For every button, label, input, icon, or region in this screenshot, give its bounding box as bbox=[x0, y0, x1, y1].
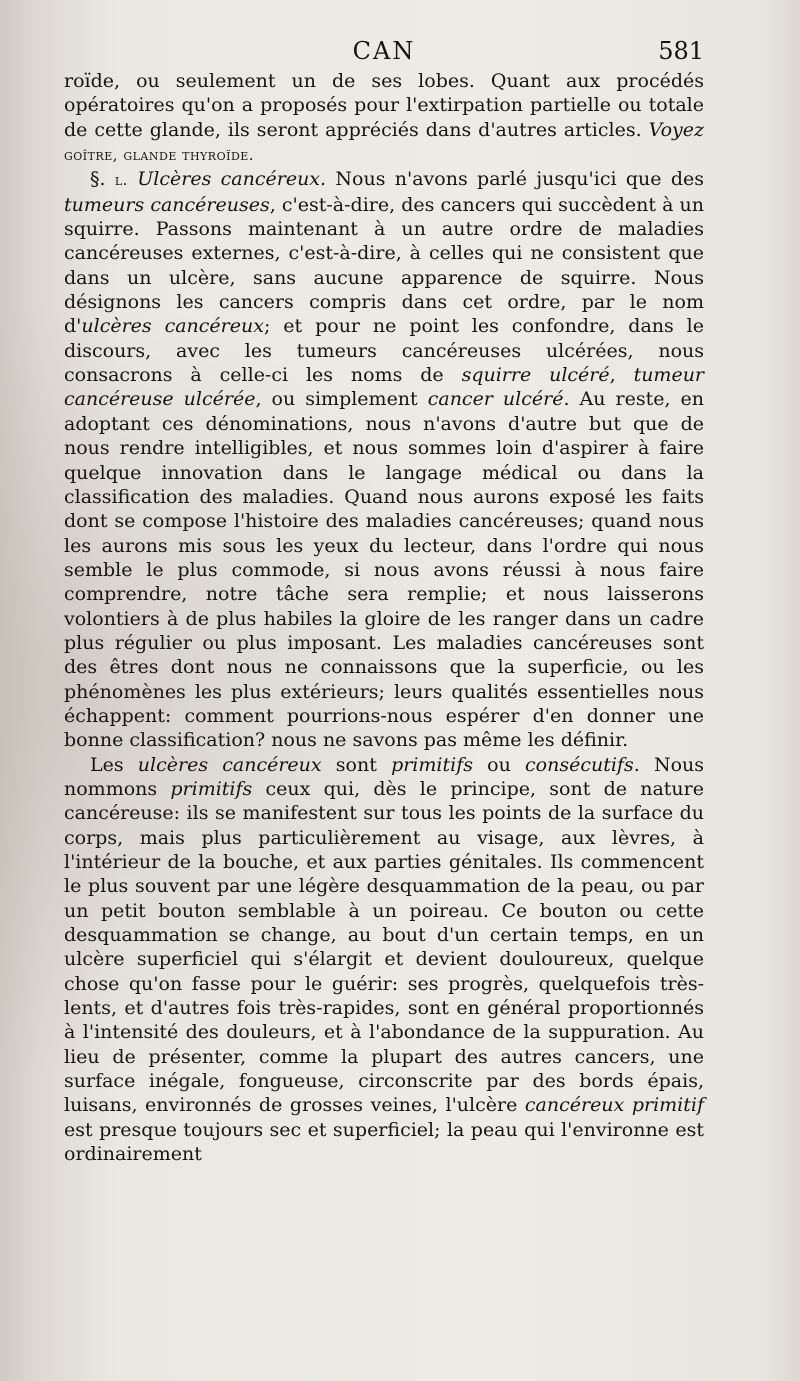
text-run: Les bbox=[90, 753, 138, 776]
text-run: sont bbox=[321, 753, 392, 776]
paragraph-3 bbox=[64, 753, 704, 1167]
running-head: CAN bbox=[352, 37, 416, 65]
italic-run: cancer ulcéré bbox=[427, 388, 564, 411]
italic-run: consécutifs bbox=[525, 753, 634, 776]
text-run: , ou simplement bbox=[255, 388, 428, 411]
italic-run: Voyez bbox=[648, 118, 704, 141]
paragraph-2 bbox=[64, 167, 704, 752]
italic-run: primitifs bbox=[170, 777, 253, 800]
text-run: , c'est-à-dire, des cancers qui succèdent à un squirre. Passons maintenant à un autre ordre de maladies cancéreuses externes, c'est-à-dire, à celles qui ne consistent que dans un ulcère, sans aucune apparence de squirre. Nous désignons les cancers compris dans cet ordre, par le nom d' bbox=[64, 193, 704, 338]
body-text bbox=[64, 69, 704, 1166]
italic-run: squirre ulcéré bbox=[461, 364, 610, 387]
text-run: roïde, ou seulement un de ses lobes. Quant aux procédés opératoires qu'on a proposés pour l'extirpation partielle ou totale de cette glande, ils seront appréciés dans d'autres articles. bbox=[64, 70, 704, 141]
text-run: ceux qui, dès le principe, sont de nature cancéreuse: ils se manifestent sur tous les points de la surface du corps, mais plus particulièrement au visage, aux lèvres, à l'intérieur de la bouche, et aux parties génitales. Ils commencent le plus souvent par une légère desquammation de la peau, ou par un petit bouton semblable à un poireau. Ce bouton ou cette desquammation se change, au bout d'un certain temps, en un ulcère superficiel qui s'élargit et devient douloureux, quelque chose qu'on fasse pour le guérir: ses progrès, quelquefois très-lents, et d'autres fois très-rapides, sont en général proportionnés à l'intensité des douleurs, et à l'abondance de la suppuration. Au lieu de présenter, comme la plupart des autres cancers, une surface inégale, fongueuse, circonscrite par des bords épais, luisans, environnés de grosses veines, l'ulcère bbox=[64, 777, 704, 1117]
italic-run: tumeurs cancéreuses bbox=[64, 193, 270, 216]
page-number: 581 bbox=[658, 37, 704, 65]
italic-run: cancéreux primitif bbox=[524, 1094, 704, 1117]
text-run: §. bbox=[90, 168, 115, 191]
italic-run: ulcères cancéreux bbox=[81, 315, 264, 338]
paragraph-1 bbox=[64, 69, 704, 167]
page-header bbox=[64, 34, 704, 68]
italic-run: primitifs bbox=[391, 753, 473, 776]
text-run: ou bbox=[472, 753, 526, 776]
text-run: est presque toujours sec et superficiel; la peau qui l'environne est ordinairement bbox=[64, 1118, 704, 1166]
small-caps-run: goître, glande thyroïde. bbox=[64, 146, 255, 165]
small-caps-run: l. bbox=[114, 171, 128, 190]
text-run bbox=[128, 168, 137, 190]
italic-run: ulcères cancéreux bbox=[137, 753, 322, 776]
text-run: ; et pour ne point les confondre, dans le discours, avec les tumeurs cancéreuses ulcérées, nous consacrons à celle-ci les noms de bbox=[64, 315, 704, 387]
italic-run: tumeur cancéreuse ulcérée bbox=[64, 364, 705, 411]
text-run: Nous n'avons parlé jusqu'ici que des bbox=[326, 168, 704, 191]
italic-run: Ulcères cancéreux. bbox=[137, 168, 327, 191]
text-run: . Nous nommons bbox=[64, 753, 704, 800]
text-run: , bbox=[609, 364, 634, 387]
text-run: . Au reste, en adoptant ces dénominations, nous n'avons d'autre but que de nous rendre intelligibles, et nous sommes loin d'aspirer à faire quelque innovation dans le langage médical ou dans la classification des maladies. Quand nous aurons exposé les faits dont se compose l'histoire des maladies cancéreuses; quand nous les aurons mis sous les yeux du lecteur, dans l'ordre qui nous semble le plus commode, si nous avons réussi à nous faire comprendre, notre tâche sera remplie; et nous laisserons volontiers à de plus habiles la gloire de les ranger dans un cadre plus régulier ou plus imposant. Les maladies cancéreuses sont des êtres dont nous ne connaissons que la superficie, ou les phénomènes les plus extérieurs; leurs qualités essentielles nous échappent: comment pourrions-nous espérer d'en donner une bonne classification? nous ne savons pas même les définir. bbox=[64, 388, 705, 752]
